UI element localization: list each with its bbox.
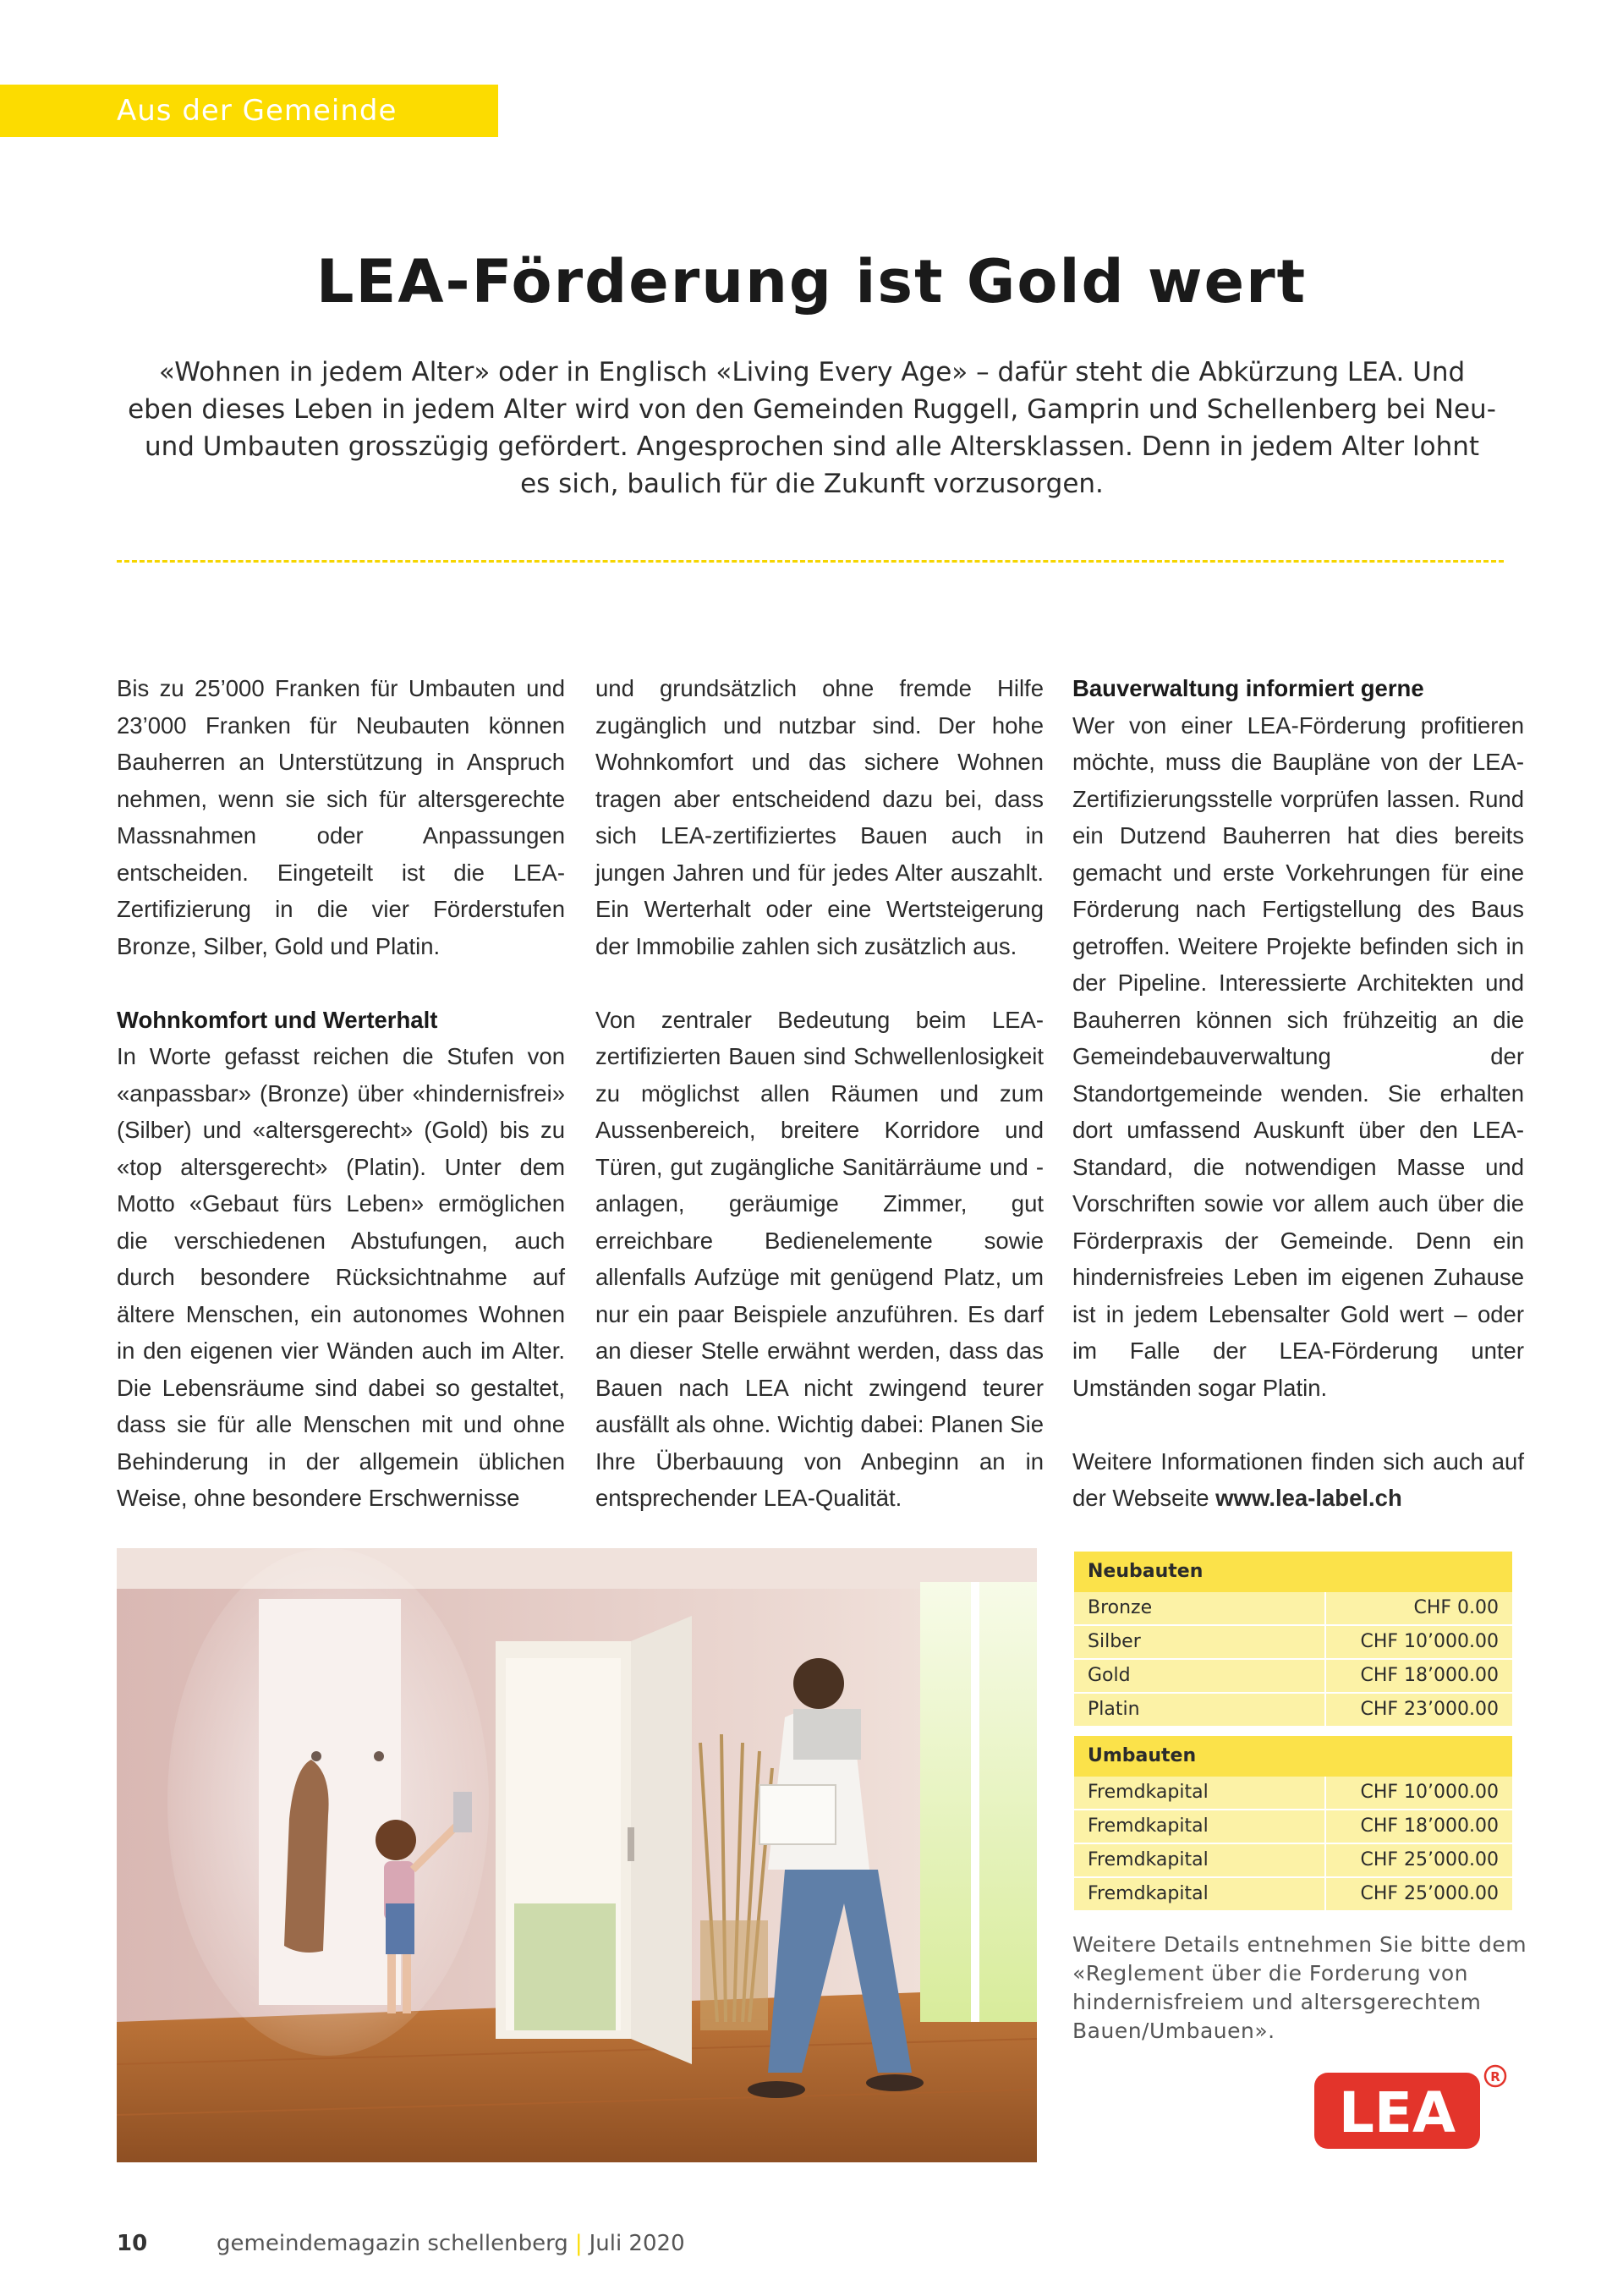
- fee-section-title: Umbauten: [1074, 1736, 1512, 1777]
- footer-separator: |: [574, 2231, 583, 2256]
- fee-value: CHF 25’000.00: [1360, 1849, 1499, 1870]
- fee-row: [1074, 1843, 1512, 1876]
- fee-label: Bronze: [1074, 1592, 1326, 1624]
- fee-section-neubauten: [1074, 1552, 1512, 1726]
- fee-value: CHF 18’000.00: [1360, 1665, 1499, 1686]
- fee-row: [1074, 1809, 1512, 1843]
- fee-value: CHF 18’000.00: [1360, 1815, 1499, 1837]
- dashed-divider: [117, 560, 1504, 563]
- fee-label: Gold: [1074, 1660, 1326, 1692]
- fee-value: CHF 0.00: [1413, 1597, 1499, 1618]
- page-footer: [117, 2227, 685, 2260]
- fee-label: Platin: [1074, 1694, 1326, 1726]
- fee-value: CHF 25’000.00: [1360, 1883, 1499, 1904]
- body-paragraph: Von zentraler Bedeutung beim LEA-zertifizierten Bauen sind Schwellenlosigkeit zu möglichst allen Räumen und zum Aussenbereich, breitere Korridore und Türen, gut zugängliche Sanitärräume und -anlagen, geräumige Zimmer, gut erreichbare Bedienelemente sowie allenfalls Aufzüge mit genügend Platz, um nur ein paar Beispiele anzuführen. Es darf an dieser Stelle erwähnt werden, dass das Bauen nach LEA nicht zwingend teurer ausfällt als ohne. Wichtig dabei: Planen Sie Ihre Überbauung von Anbeginn an in entsprechender LEA-Qualität.: [595, 1006, 1044, 1511]
- fee-row: [1074, 1624, 1512, 1658]
- fee-section-title: Neubauten: [1074, 1552, 1512, 1592]
- fee-label: Fremdkapital: [1074, 1844, 1326, 1876]
- column-3: [1072, 670, 1524, 1517]
- section-tag: Aus der Gemeinde: [0, 85, 498, 137]
- subheading: Wohnkomfort und Werterhalt: [117, 1006, 438, 1033]
- column-2: [595, 670, 1044, 1517]
- fee-section-umbauten: [1074, 1736, 1512, 1910]
- issue-date: Juli 2020: [589, 2231, 685, 2256]
- fee-label: Fremdkapital: [1074, 1878, 1326, 1910]
- article-title: LEA-Förderung ist Gold wert: [315, 247, 1308, 316]
- fee-label: Fremdkapital: [1074, 1777, 1326, 1809]
- fee-row: [1074, 1876, 1512, 1910]
- hallway-photo: [117, 1548, 1037, 2162]
- body-paragraph: Wer von einer LEA-Förderung profitieren möchte, muss die Baupläne von der LEA-Zertifizierungsstelle vorprüfen lassen. Rund ein Dutzend Bauherren hat dies bereits gemacht und erste Vorkehrungen für eine Förderung nach Fertigstellung des Baus getroffen. Weitere Projekte befinden sich in der Pipeline. Interessierte Architekten und Bauherren können sich frühzeitig an die Gemeindebauverwaltung der Standortgemeinde wenden. Sie erhalten dort umfassend Auskunft über den LEA-Standard, die notwendigen Masse und Vorschriften sowie vor allem auch über die Förderpraxis der Gemeinde. Denn ein hindernisfreies Leben im eigenen Zuhause ist in jedem Lebensalter Gold wert – oder im Falle der LEA-Förderung unter Umständen sogar Platin.: [1072, 711, 1524, 1401]
- fee-value: CHF 10’000.00: [1360, 1782, 1499, 1803]
- column-1: [117, 670, 565, 1517]
- magazine-name: gemeindemagazin schellenberg: [217, 2231, 568, 2256]
- body-paragraph: In Worte gefasst reichen die Stufen von «anpassbar» (Bronze) über «hindernisfrei» (Silber) und «altersgerecht» (Gold) bis zu «top altersgerecht» (Platin). Unter dem Motto «Gebaut fürs Leben» ermöglichen die verschiedenen Abstufungen, auch durch besondere Rücksichtnahme auf ältere Menschen, ein autonomes Wohnen in den eigenen vier Wänden auch im Alter. Die Lebensräume sind dabei so gestaltet, dass sie für alle Menschen mit und ohne Behinderung in der allgemein üblichen Weise, ohne besondere Erschwernisse: [117, 1043, 565, 1511]
- fee-row: [1074, 1658, 1512, 1692]
- fee-label: Silber: [1074, 1626, 1326, 1658]
- fee-row: [1074, 1592, 1512, 1624]
- fee-row: [1074, 1777, 1512, 1809]
- registered-mark: R: [1490, 2069, 1500, 2085]
- body-paragraph: [1072, 1443, 1524, 1517]
- fee-value: CHF 23’000.00: [1360, 1699, 1499, 1720]
- article-lead: «Wohnen in jedem Alter» oder in Englisch «Living Every Age» – dafür steht die Abkürzung LEA. Und eben dieses Leben in jedem Alter wird von den Gemeinden Ruggell, Gamprin und Schellenberg bei Neu- und Umbauten grosszügig gefördert. Angesprochen sind alle Altersklassen. Denn in jedem Alter lohnt es sich, baulich für die Zukunft vorzusorgen.: [128, 357, 1496, 499]
- body-paragraph: und grundsätzlich ohne fremde Hilfe zugänglich und nutzbar sind. Der hohe Wohnkomfort und das sichere Wohnen tragen aber entscheidend dazu bei, dass sich LEA-zertifiziertes Bauen auch in jungen Jahren und für jedes Alter auszahlt. Ein Werterhalt oder eine Wertsteigerung der Immobilie zahlen sich zusätzlich aus.: [595, 675, 1044, 959]
- logo-text: LEA: [1338, 2080, 1456, 2145]
- fee-value: CHF 10’000.00: [1360, 1631, 1499, 1652]
- body-paragraph: Bis zu 25’000 Franken für Umbauten und 23’000 Franken für Neubauten können Bauherren an Unterstützung in Anspruch nehmen, wenn sie sich für altersgerechte Massnahmen oder Anpassungen entscheiden. Eingeteilt ist die LEA-Zertifizierung in die vier Förderstufen Bronze, Silber, Gold und Platin.: [117, 675, 565, 959]
- lea-logo: [1309, 2061, 1512, 2154]
- web-info-text: Weitere Informationen finden sich auch auf der Webseite: [1072, 1447, 1524, 1511]
- fee-row: [1074, 1692, 1512, 1726]
- page-number: 10: [117, 2231, 148, 2256]
- fee-table: [1074, 1552, 1512, 1920]
- website-link[interactable]: www.lea-label.ch: [1215, 1485, 1402, 1511]
- regulation-note: Weitere Details entnehmen Sie bitte dem «Reglement über die Forderung von hindernisfreiem und altersgerechtem Bauen/Umbauen».: [1072, 1932, 1527, 2043]
- fee-label: Fremdkapital: [1074, 1810, 1326, 1843]
- subheading: Bauverwaltung informiert gerne: [1072, 675, 1424, 701]
